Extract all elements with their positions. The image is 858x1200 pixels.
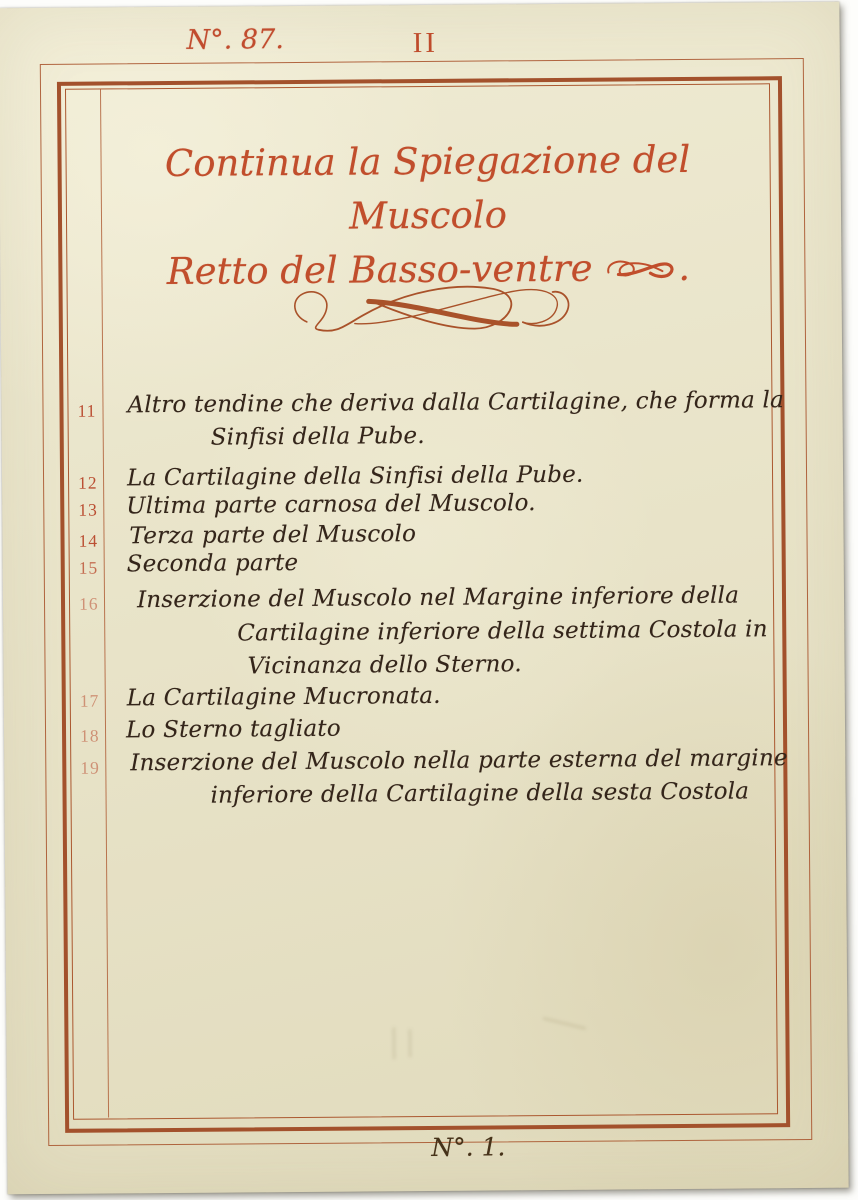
page-title — [87, 132, 768, 299]
page-number: II — [412, 26, 439, 60]
item-number: 14 — [78, 530, 99, 551]
list-line: Ultima parte carnosa del Muscolo. — [126, 490, 536, 520]
list-line: La Cartilagine della Sinfisi della Pube. — [126, 461, 584, 492]
item-number: 17 — [79, 690, 100, 711]
list-line: La Cartilagine Mucronata. — [126, 682, 441, 712]
bleed-through-mark — [392, 1027, 395, 1059]
item-number: 16 — [78, 593, 99, 614]
item-number: 11 — [77, 400, 97, 421]
catchword-number: N°. 1. — [431, 1132, 506, 1162]
item-number: 12 — [78, 472, 98, 493]
page-title-line1: Continua la Spiegazione del Muscolo — [164, 137, 691, 238]
item-number: 15 — [78, 557, 99, 578]
list-line: inferiore della Cartilagine della sesta Costola — [210, 778, 750, 809]
list-line: Lo Sterno tagliato — [125, 715, 341, 744]
item-number: 13 — [78, 499, 98, 520]
item-number: 19 — [80, 757, 100, 778]
list-line: Inserzione del Muscolo nella parte esterna del margine — [130, 745, 788, 777]
swash-flourish-icon — [604, 256, 678, 285]
calligraphic-flourish-icon — [285, 280, 593, 340]
list-line: Terza parte del Muscolo — [129, 521, 417, 550]
folio-number: N°. 87. — [186, 24, 284, 56]
page-title-line2: Retto del Basso-ventre . — [166, 245, 691, 294]
list-line: Altro tendine che deriva dalla Cartilagine, che forma la — [127, 387, 785, 419]
list-line: Cartilagine inferiore della settima Costola in — [237, 616, 768, 647]
manuscript-page — [0, 2, 849, 1195]
list-line: Seconda parte — [126, 549, 299, 578]
list-line: Sinfisi della Pube. — [210, 422, 425, 451]
list-line: Inserzione del Muscolo nel Margine inferiore della — [136, 582, 740, 614]
list-line: Vicinanza dello Sterno. — [247, 651, 522, 680]
item-number: 18 — [79, 725, 100, 746]
bleed-through-mark — [408, 1029, 411, 1057]
